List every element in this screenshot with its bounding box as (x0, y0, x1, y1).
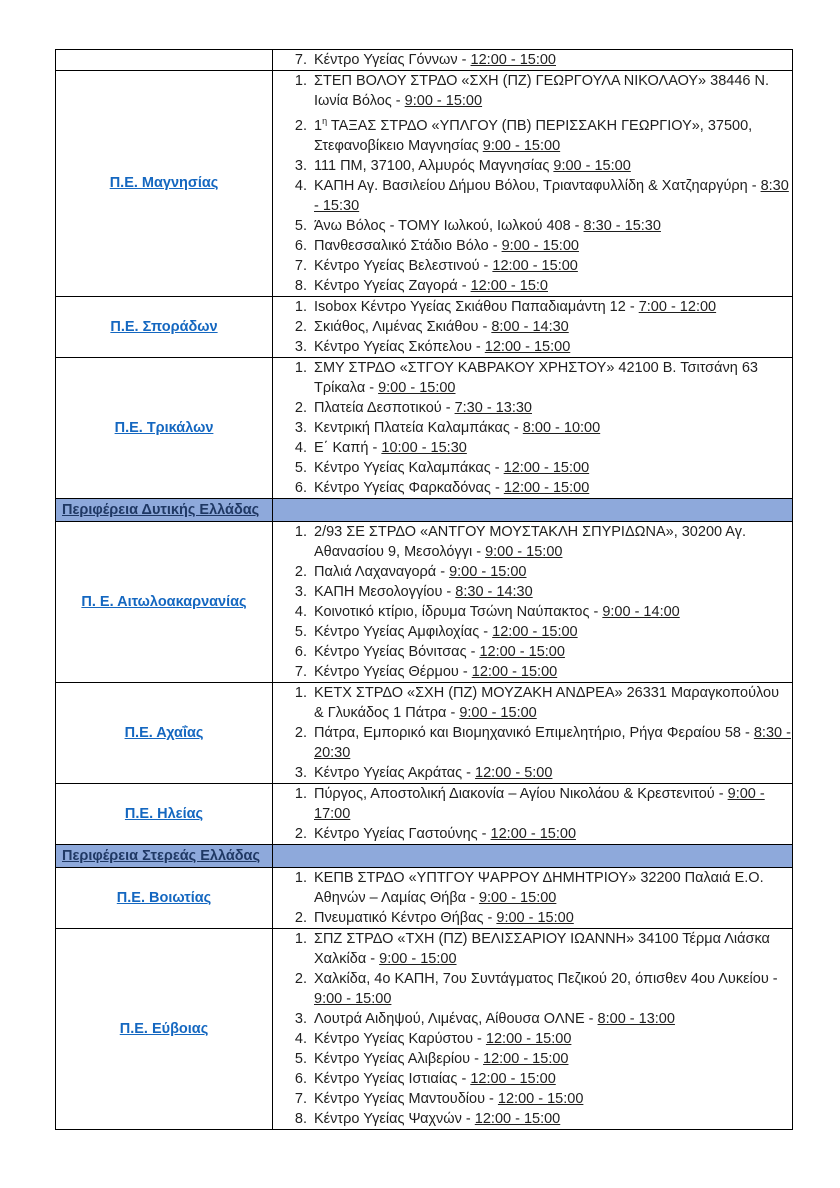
region-cell (56, 296, 273, 357)
locations-cell (273, 928, 793, 1129)
locations-cell (273, 71, 793, 297)
time-range: 12:00 - 5:00 (475, 764, 553, 781)
region-cell (56, 50, 273, 71)
table-row (56, 296, 793, 357)
location-item: 8. Κέντρο Υγείας Ζαγορά - 12:00 - 15:0 (311, 276, 792, 296)
time-range: 12:00 - 15:00 (483, 1050, 569, 1067)
location-text: Κέντρο Υγείας Ιστιαίας (314, 1070, 458, 1087)
region-cell (56, 71, 273, 297)
location-item: 3. ΚΑΠΗ Μεσολογγίου - 8:30 - 14:30 (311, 582, 792, 602)
region-cell (56, 357, 273, 498)
location-text: ΚΕΠΒ ΣΤΡΔΟ «ΥΠΤΓΟΥ ΨΑΡΡΟΥ ΔΗΜΗΤΡΙΟΥ» 32200 Παλαιά Ε.Ο. Αθηνών – Λαμίας Θήβα (314, 869, 764, 906)
location-item: 1. ΚΕΠΒ ΣΤΡΔΟ «ΥΠΤΓΟΥ ΨΑΡΡΟΥ ΔΗΜΗΤΡΙΟΥ» 32200 Παλαιά Ε.Ο. Αθηνών – Λαμίας Θήβα - 9:00 - 15:00 (311, 868, 792, 908)
location-item: 4. ΚΑΠΗ Αγ. Βασιλείου Δήμου Βόλου, Τριανταφυλλίδη & Χατζηαργύρη - 8:30 - 15:30 (311, 176, 792, 216)
time-range: 9:00 - 15:00 (459, 704, 537, 721)
location-text: ΚΑΠΗ Αγ. Βασιλείου Δήμου Βόλου, Τριανταφυλλίδη & Χατζηαργύρη (314, 177, 748, 194)
region-link[interactable]: Π. Ε. Αιτωλοακαρνανίας (81, 593, 247, 610)
time-range: 9:00 - 15:00 (501, 237, 579, 254)
region-link[interactable]: Π.Ε. Τρικάλων (114, 419, 214, 436)
location-text: Κέντρο Υγείας Μαντουδίου (314, 1090, 486, 1107)
location-item (311, 156, 792, 176)
location-item: 1. ΣΜΥ ΣΤΡΔΟ «ΣΤΓΟΥ ΚΑΒΡΑΚΟΥ ΧΡΗΣΤΟΥ» 42100 Β. Τσιτσάνη 63 Τρίκαλα - 9:00 - 15:00 (311, 358, 792, 398)
location-list (273, 868, 792, 928)
region-link[interactable]: Π.Ε. Σποράδων (110, 318, 218, 335)
table-row (56, 357, 793, 498)
location-text: Κέντρο Υγείας Σκόπελου (314, 338, 472, 355)
location-text: Λουτρά Αιδηψού, Λιμένας, Αίθουσα ΟΛΝΕ (314, 1010, 585, 1027)
location-list (273, 358, 792, 498)
locations-cell (273, 296, 793, 357)
schedule-table (55, 49, 793, 1130)
region-band-row (56, 844, 793, 867)
time-range: 9:00 - 15:00 (553, 157, 631, 174)
time-range: 9:00 - 15:00 (478, 889, 557, 906)
time-range: 12:00 - 15:00 (492, 257, 578, 274)
location-list (273, 929, 792, 1129)
time-range: 12:00 - 15:00 (503, 459, 590, 476)
time-range: 7:00 - 12:00 (638, 298, 717, 315)
locations-cell (273, 867, 793, 928)
location-item: 7. Κέντρο Υγείας Θέρμου - 12:00 - 15:00 (311, 662, 792, 682)
location-text: ΣΤΕΠ ΒΟΛΟΥ ΣΤΡΔΟ «ΣΧΗ (ΠΖ) ΓΕΩΡΓΟΥΛΑ ΝΙΚΟΛΑΟΥ» 38446 Ν. Ιωνία Βόλος (314, 73, 769, 109)
location-item: 8. Κέντρο Υγείας Ψαχνών - 12:00 - 15:00 (311, 1109, 792, 1129)
time-range: 12:00 - 15:00 (485, 1030, 572, 1047)
location-text: Κέντρο Υγείας Αλιβερίου (314, 1050, 471, 1067)
location-text: Κεντρική Πλατεία Καλαμπάκας (314, 419, 510, 436)
location-text: Κέντρο Υγείας Θέρμου (314, 663, 459, 680)
location-text: Κέντρο Υγείας Ψαχνών (314, 1110, 462, 1127)
location-item: 1. ΣΠΖ ΣΤΡΔΟ «ΤΧΗ (ΠΖ) ΒΕΛΙΣΣΑΡΙΟΥ ΙΩΑΝΝΗ» 34100 Τέρμα Λιάσκα Χαλκίδα - 9:00 - 15:00 (311, 929, 792, 969)
location-text: ΤΑΞΑΣ ΣΤΡΔΟ «ΥΠΛΓΟΥ (ΠΒ) ΠΕΡΙΣΣΑΚΗ ΓΕΩΡΓΙΟΥ», 37500, Στεφανοβίκειο Μαγνησίας (314, 117, 753, 154)
table-row (56, 50, 793, 71)
location-text: Χαλκίδα, 4ο ΚΑΠΗ, 7ου Συντάγματος Πεζικού 20, όπισθεν 4ου Λυκείου (314, 970, 769, 987)
location-item: 3. Κέντρο Υγείας Ακράτας - 12:00 - 5:00 (311, 763, 792, 783)
time-range: 8:30 - 15:30 (583, 217, 661, 234)
locations-cell (273, 357, 793, 498)
time-range: 12:00 - 15:00 (471, 663, 558, 680)
region-cell (56, 783, 273, 844)
location-item: 6. Κέντρο Υγείας Βόνιτσας - 12:00 - 15:00 (311, 642, 792, 662)
location-item: 5. Άνω Βόλος - ΤΟΜΥ Ιωλκού, Ιωλκού 408 - 8:30 - 15:30 (311, 216, 792, 236)
location-text: Κέντρο Υγείας Καρύστου (314, 1030, 474, 1047)
region-link[interactable]: Π.Ε. Βοιωτίας (116, 889, 212, 906)
location-text: Πάτρα, Εμπορικό και Βιομηχανικό Επιμελητήριο, Ρήγα Φεραίου 58 (314, 724, 741, 741)
location-text: Κέντρο Υγείας Καλαμπάκας (314, 459, 491, 476)
location-item: 2. Παλιά Λαχαναγορά - 9:00 - 15:00 (311, 562, 792, 582)
location-item: 2. Χαλκίδα, 4ο ΚΑΠΗ, 7ου Συντάγματος Πεζικού 20, όπισθεν 4ου Λυκείου - 9:00 - 15:00 (311, 969, 792, 1009)
time-range: 12:00 - 15:00 (474, 1110, 561, 1127)
time-range: 9:00 - 17:00 (314, 785, 765, 822)
location-item: 3. Λουτρά Αιδηψού, Λιμένας, Αίθουσα ΟΛΝΕ - 8:00 - 13:00 (311, 1009, 792, 1029)
location-text: Isobox Κέντρο Υγείας Σκιάθου Παπαδιαμάντη 12 (314, 298, 626, 315)
time-range: 12:00 - 15:00 (497, 1090, 584, 1107)
time-range: 12:00 - 15:00 (492, 623, 578, 640)
location-text: Σκιάθος, Λιμένας Σκιάθου (314, 318, 479, 335)
time-range: 12:00 - 15:0 (470, 277, 548, 294)
region-cell (56, 682, 273, 783)
time-range: 12:00 - 15:00 (470, 1070, 556, 1087)
location-text: Πανθεσσαλικό Στάδιο Βόλο (314, 237, 489, 254)
time-range: 9:00 - 15:00 (482, 137, 561, 154)
location-list (273, 297, 792, 357)
location-item: 4. Ε΄ Καπή - 10:00 - 15:30 (311, 438, 792, 458)
location-item: 5. Κέντρο Υγείας Καλαμπάκας - 12:00 - 15:00 (311, 458, 792, 478)
location-text: Πύργος, Αποστολική Διακονία – Αγίου Νικολάου & Κρεστενιτού (314, 785, 715, 802)
location-text: Κέντρο Υγείας Ζαγορά (314, 277, 458, 294)
time-range: 12:00 - 15:00 (470, 52, 556, 68)
location-item: 6. Πανθεσσαλικό Στάδιο Βόλο - 9:00 - 15:00 (311, 236, 792, 256)
location-text: Πλατεία Δεσποτικού (314, 399, 442, 416)
time-range: 9:00 - 15:00 (496, 909, 574, 926)
location-item: 7. Κέντρο Υγείας Γόννων - 12:00 - 15:00 (311, 50, 792, 70)
location-item: 2. Πνευματικό Κέντρο Θήβας - 9:00 - 15:00 (311, 908, 792, 928)
region-link[interactable]: Π.Ε. Ηλείας (124, 805, 204, 822)
location-item: 5. Κέντρο Υγείας Αλιβερίου - 12:00 - 15:00 (311, 1049, 792, 1069)
location-list (273, 50, 792, 70)
location-text: Κέντρο Υγείας Βελεστινού (314, 257, 480, 274)
region-band-row (56, 498, 793, 521)
location-item: 5. Κέντρο Υγείας Αμφιλοχίας - 12:00 - 15:00 (311, 622, 792, 642)
location-item: 6. Κέντρο Υγείας Ιστιαίας - 12:00 - 15:00 (311, 1069, 792, 1089)
table-row (56, 682, 793, 783)
table-row (56, 867, 793, 928)
location-item: 3. Κεντρική Πλατεία Καλαμπάκας - 8:00 - 10:00 (311, 418, 792, 438)
region-cell (56, 928, 273, 1129)
time-range: 8:30 - 20:30 (314, 724, 791, 761)
table-row (56, 521, 793, 682)
time-range: 12:00 - 15:00 (503, 479, 590, 496)
region-link[interactable]: Π.Ε. Εύβοιας (119, 1020, 209, 1037)
location-item: 4. Κέντρο Υγείας Καρύστου - 12:00 - 15:00 (311, 1029, 792, 1049)
location-text: Παλιά Λαχαναγορά (314, 563, 437, 580)
time-range: 9:00 - 15:00 (314, 990, 392, 1007)
time-range: 7:30 - 13:30 (454, 399, 532, 416)
schedule-table-body (56, 50, 793, 1130)
time-range: 9:00 - 14:00 (602, 603, 680, 620)
location-text: ΚΕΤΧ ΣΤΡΔΟ «ΣΧΗ (ΠΖ) ΜΟΥΖΑΚΗ ΑΝΔΡΕΑ» 26331 Μαραγκοπούλου & Γλυκάδος 1 Πάτρα (314, 684, 780, 721)
location-item: 7. Κέντρο Υγείας Βελεστινού - 12:00 - 15:00 (311, 256, 792, 276)
location-text: Κέντρο Υγείας Γαστούνης (314, 825, 478, 842)
locations-cell (273, 682, 793, 783)
location-text: Κέντρο Υγείας Βόνιτσας (314, 643, 467, 660)
location-item: 3. Κέντρο Υγείας Σκόπελου - 12:00 - 15:00 (311, 337, 792, 357)
location-text: Πνευματικό Κέντρο Θήβας (314, 909, 484, 926)
band-spacer-cell (273, 498, 793, 521)
band-title-cell (56, 844, 273, 867)
band-title-cell (56, 498, 273, 521)
location-list (273, 683, 792, 783)
region-link[interactable]: Π.Ε. Αχαΐας (124, 724, 204, 741)
time-range: 9:00 - 15:00 (485, 543, 563, 560)
time-range: 9:00 - 15:00 (378, 379, 456, 396)
time-range: 9:00 - 15:00 (379, 950, 457, 967)
table-row (56, 783, 793, 844)
region-cell (56, 521, 273, 682)
time-range: 12:00 - 15:00 (490, 825, 577, 842)
location-item: 1. Πύργος, Αποστολική Διακονία – Αγίου Νικολάου & Κρεστενιτού - 9:00 - 17:00 (311, 784, 792, 824)
location-text: Κέντρο Υγείας Αμφιλοχίας (314, 623, 480, 640)
locations-cell (273, 783, 793, 844)
location-text: Κέντρο Υγείας Γόννων (314, 52, 458, 68)
location-item: 2. Σκιάθος, Λιμένας Σκιάθου - 8:00 - 14:30 (311, 317, 792, 337)
time-range: 10:00 - 15:30 (381, 439, 467, 456)
locations-cell (273, 521, 793, 682)
ordinal-superscript: η (322, 116, 328, 126)
region-cell (56, 867, 273, 928)
band-title: Περιφέρεια Στερεάς Ελλάδας (62, 847, 261, 864)
location-item: 2. Πάτρα, Εμπορικό και Βιομηχανικό Επιμελητήριο, Ρήγα Φεραίου 58 - 8:30 - 20:30 (311, 723, 792, 763)
location-item: 6. Κέντρο Υγείας Φαρκαδόνας - 12:00 - 15:00 (311, 478, 792, 498)
location-item: 2. Πλατεία Δεσποτικού - 7:30 - 13:30 (311, 398, 792, 418)
location-list (273, 784, 792, 844)
location-text: Ε΄ Καπή (314, 439, 369, 456)
location-text: 2/93 ΣΕ ΣΤΡΔΟ «ΑΝΤΓΟΥ ΜΟΥΣΤΑΚΛΗ ΣΠΥΡΙΔΩΝΑ», 30200 Αγ. Αθανασίου 9, Μεσολόγγι (314, 523, 746, 560)
band-title: Περιφέρεια Δυτικής Ελλάδας (62, 501, 260, 518)
location-item: 1. Isobox Κέντρο Υγείας Σκιάθου Παπαδιαμάντη 12 - 7:00 - 12:00 (311, 297, 792, 317)
location-text: Κέντρο Υγείας Φαρκαδόνας (314, 479, 491, 496)
location-item: 1. ΣΤΕΠ ΒΟΛΟΥ ΣΤΡΔΟ «ΣΧΗ (ΠΖ) ΓΕΩΡΓΟΥΛΑ ΝΙΚΟΛΑΟΥ» 38446 Ν. Ιωνία Βόλος - 9:00 - 15:00 (311, 71, 792, 111)
time-range: 12:00 - 15:00 (484, 338, 571, 355)
location-text: Κέντρο Υγείας Ακράτας (314, 764, 463, 781)
location-item: 7. Κέντρο Υγείας Μαντουδίου - 12:00 - 15:00 (311, 1089, 792, 1109)
time-range: 8:00 - 13:00 (597, 1010, 675, 1027)
time-range: 8:30 - 14:30 (455, 583, 533, 600)
location-item: 4. Κοινοτικό κτίριο, ίδρυμα Τσώνη Ναύπακτος - 9:00 - 14:00 (311, 602, 792, 622)
table-row (56, 71, 793, 297)
time-range: 9:00 - 15:00 (449, 563, 527, 580)
time-range: 9:00 - 15:00 (404, 93, 483, 109)
time-range: 8:30 - 15:30 (314, 177, 789, 214)
time-range: 8:00 - 14:30 (491, 318, 569, 335)
location-text: Άνω Βόλος - ΤΟΜΥ Ιωλκού, Ιωλκού 408 (314, 217, 571, 234)
location-item: 2. $1^\eta$ ΤΑΞΑΣ ΣΤΡΔΟ «ΥΠΛΓΟΥ (ΠΒ) ΠΕΡΙΣΣΑΚΗ ΓΕΩΡΓΙΟΥ», 37500, Στεφανοβίκειο Μαγνησίας 9:00 - 15:00 (311, 111, 792, 156)
time-range: 12:00 - 15:00 (479, 643, 565, 660)
time-range: 8:00 - 10:00 (522, 419, 601, 436)
location-item: 1. 2/93 ΣΕ ΣΤΡΔΟ «ΑΝΤΓΟΥ ΜΟΥΣΤΑΚΛΗ ΣΠΥΡΙΔΩΝΑ», 30200 Αγ. Αθανασίου 9, Μεσολόγγι - 9:00 - 15:00 (311, 522, 792, 562)
location-item: 1. ΚΕΤΧ ΣΤΡΔΟ «ΣΧΗ (ΠΖ) ΜΟΥΖΑΚΗ ΑΝΔΡΕΑ» 26331 Μαραγκοπούλου & Γλυκάδος 1 Πάτρα - 9:00 - 15:00 (311, 683, 792, 723)
location-text: 111 ΠΜ, 37100, Αλμυρός Μαγνησίας (314, 157, 550, 174)
region-link[interactable]: Π.Ε. Μαγνησίας (109, 175, 219, 192)
location-item: 2. Κέντρο Υγείας Γαστούνης - 12:00 - 15:00 (311, 824, 792, 844)
locations-cell (273, 50, 793, 71)
band-spacer-cell (273, 844, 793, 867)
location-text: ΣΠΖ ΣΤΡΔΟ «ΤΧΗ (ΠΖ) ΒΕΛΙΣΣΑΡΙΟΥ ΙΩΑΝΝΗ» 34100 Τέρμα Λιάσκα Χαλκίδα (314, 930, 770, 967)
table-row (56, 928, 793, 1129)
location-text: ΣΜΥ ΣΤΡΔΟ «ΣΤΓΟΥ ΚΑΒΡΑΚΟΥ ΧΡΗΣΤΟΥ» 42100 Β. Τσιτσάνη 63 Τρίκαλα (314, 359, 758, 396)
location-text: ΚΑΠΗ Μεσολογγίου (314, 583, 443, 600)
location-list (273, 522, 792, 682)
location-list (273, 71, 792, 296)
location-text: Κοινοτικό κτίριο, ίδρυμα Τσώνη Ναύπακτος (314, 603, 590, 620)
